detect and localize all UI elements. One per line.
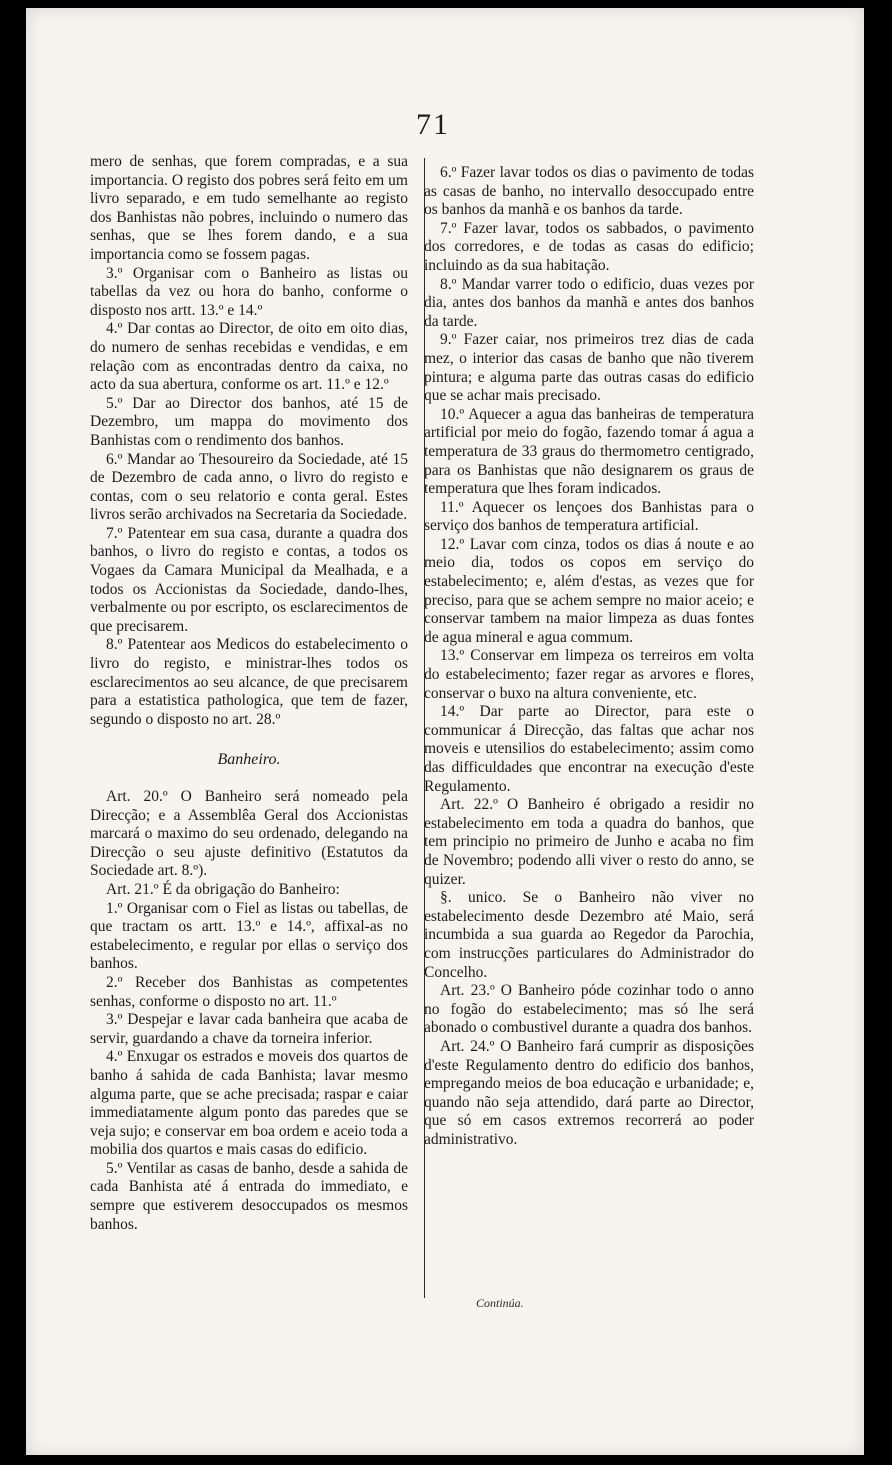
document-page [26, 8, 864, 1455]
right-column [424, 164, 754, 1149]
paragraph: 2.º Receber dos Banhistas as competentes senhas, conforme o disposto no art. 11.º [90, 973, 408, 1010]
paragraph: Art. 24.º O Banheiro fará cumprir as disposições d'este Regulamento dentro do edificio dos banhos, empregando meios de boa educação e urbanidade; e, quando não seja attendido, dará parte ao Director, que só em casos extremos recorrerá ao poder administrativo. [424, 1037, 754, 1148]
paragraph: Art. 20.º O Banheiro será nomeado pela Direcção; e a Assemblêa Geral dos Accionistas marcará o maximo do seu ordenado, delegando na Direcção o seu ajuste definitivo (Estatutos da Sociedade art. 8.º). [90, 788, 408, 880]
paragraph: Art. 23.º O Banheiro póde cozinhar todo o anno no fogão do estabelecimento; mas só lhe será abonado o combustivel durante a quadra dos banhos. [424, 982, 754, 1037]
paragraph: 12.º Lavar com cinza, todos os dias á noute e ao meio dia, todos os copos em serviço do estabelecimento; e, além d'estas, as vezes que for preciso, para que se achem sempre no maior aceio; e conservar tambem na maior limpeza as duas fontes de agua mineral e agua commum. [424, 535, 754, 646]
paragraph: 5.º Dar ao Director dos banhos, até 15 de Dezembro, um mappa do movimento dos Banhistas com o rendimento dos banhos. [90, 394, 408, 449]
paragraph: 4.º Enxugar os estrados e moveis dos quartos de banho á sahida de cada Banhista; lavar mesmo alguma parte, que se ache precisada; raspar e caiar immediatamente algum ponto das paredes que se veja sujo; e conservar em boa ordem e aceio toda a mobilia dos quartos e mais casas do edificio. [90, 1048, 408, 1159]
section-heading: Banheiro. [217, 751, 281, 769]
paragraph: mero de senhas, que forem compradas, e a sua importancia. O registo dos pobres será feito em um livro separado, e em tudo semelhante ao registo dos Banhistas não pobres, incluindo o numero das senhas, que se lhes forem dando, e a sua importancia como se fossem pagas. [90, 153, 408, 263]
paragraph: 14.º Dar parte ao Director, para este o communicar á Direcção, das faltas que achar nos moveis e utensilios do estabelecimento; assim como das difficuldades que encontrar na execução d'este Regulamento. [424, 703, 754, 795]
paragraph: 3.º Despejar e lavar cada banheira que acaba de servir, guardando a chave da torneira inferior. [90, 1011, 408, 1047]
paragraph: 8.º Mandar varrer todo o edificio, duas vezes por dia, antes dos banhos da manhã e antes dos banhos da tarde. [424, 275, 754, 330]
paragraph: 5.º Ventilar as casas de banho, desde a sahida de cada Banhista até á entrada do immediato, e sempre que estiverem desoccupados os mesmos banhos. [90, 1159, 408, 1233]
paragraph: §. unico. Se o Banheiro não viver no estabelecimento desde Dezembro até Maio, será incumbida a sua guarda ao Regedor da Parochia, com instrucções particulares do Administrador do Concelho. [424, 889, 754, 981]
paragraph: 10.º Aquecer a agua das banheiras de temperatura artificial por meio do fogão, fazendo tomar á agua a temperatura de 33 graus do thermometro centigrado, para os Banhistas que não designarem os graus de temperatura que lhes foram indicados. [424, 405, 754, 498]
paragraph: 8.º Patentear aos Medicos do estabelecimento o livro do registo, e ministrar-lhes todos os esclarecimentos ao seu alcance, de que precisarem para a estatistica pathologica, que tem de fazer, segundo o disposto no art. 28.º [90, 636, 408, 728]
continuation-note: Continúa. [476, 1296, 524, 1310]
paragraph: 4.º Dar contas ao Director, de oito em oito dias, do numero de senhas recebidas e vendidas, e em relação com as encontradas dentro da caixa, no acto da sua abertura, conforme os art. 11.º e 12.º [90, 320, 408, 394]
paragraph: 11.º Aquecer os lençoes dos Banhistas para o serviço dos banhos de temperatura artificial. [424, 498, 754, 535]
page-number: 71 [416, 108, 450, 141]
paragraph: 7.º Fazer lavar, todos os sabbados, o pavimento dos corredores, e de todas as casas do edificio; incluindo as da sua habitação. [424, 219, 754, 274]
paragraph: 13.º Conservar em limpeza os terreiros em volta do estabelecimento; fazer regar as arvores e flores, conservar o buxo na altura conveniente, etc. [424, 647, 754, 702]
paragraph: Art. 22.º O Banheiro é obrigado a residir no estabelecimento em toda a quadra do banhos, que tem principio no primeiro de Junho e acaba no fim de Novembro; podendo alli viver o resto do anno, se quizer. [424, 796, 754, 888]
paragraph: 3.º Organisar com o Banheiro as listas ou tabellas da vez ou hora do banho, conforme o disposto nos artt. 13.º e 14.º [90, 264, 408, 319]
paragraph: 6.º Mandar ao Thesoureiro da Sociedade, até 15 de Dezembro de cada anno, o livro do registo e contas, com o seu relatorio e conta geral. Estes livros serão archivados na Secretaria da Sociedade. [90, 450, 408, 524]
left-column [90, 153, 408, 1234]
paragraph: 6.º Fazer lavar todos os dias o pavimento de todas as casas de banho, no intervallo desoccupado entre os banhos da manhã e os banhos da tarde. [424, 164, 754, 219]
paragraph: 7.º Patentear em sua casa, durante a quadra dos banhos, o livro do registo e contas, a todos os Vogaes da Camara Municipal da Mealhada, e a todos os Accionistas da Sociedade, dando-lhes, verbalmente ou por escripto, os esclarecimentos de que precisarem. [90, 524, 408, 635]
paragraph: Art. 21.º É da obrigação do Banheiro: [106, 880, 340, 898]
paragraph: 1.º Organisar com o Fiel as listas ou tabellas, de que tractam os artt. 13.º e 14.º, affixal-as no estabelecimento, e regular por ellas o serviço dos banhos. [90, 899, 408, 973]
paragraph: 9.º Fazer caiar, nos primeiros trez dias de cada mez, o interior das casas de banho que não tiverem pintura; e alguma parte das outras casas do edificio que se achar mais precisado. [424, 331, 754, 405]
